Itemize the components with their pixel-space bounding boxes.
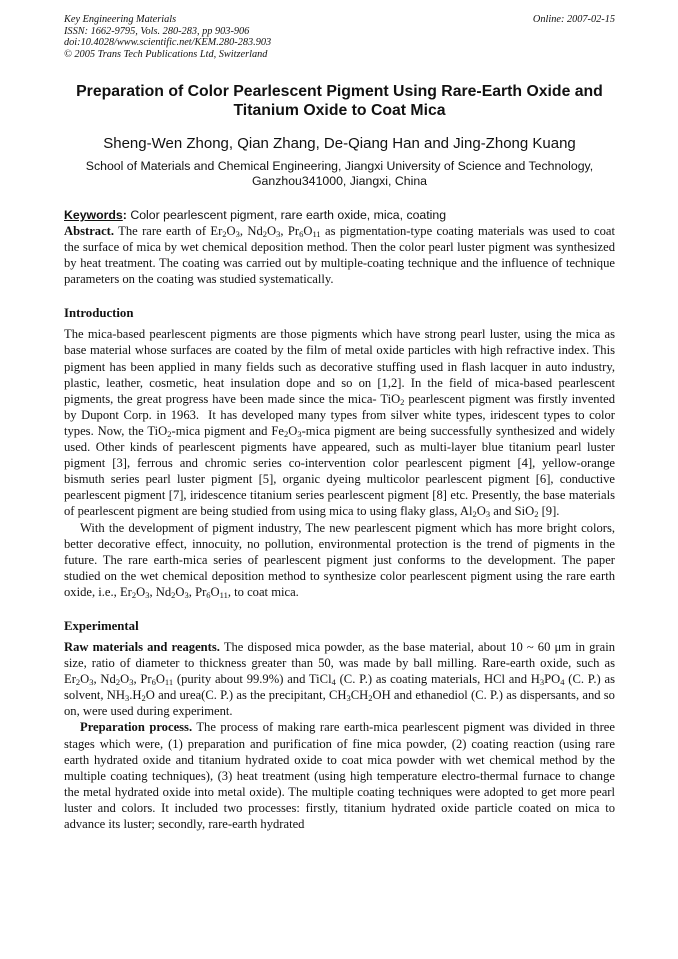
raw-materials-paragraph: Raw materials and reagents. The disposed mica powder, as the base material, about 10 ~ 60 μm in grain size, ratio of diameter to thickness greater than 50, was made by ball milling. Rare-earth oxide, such as $Er_2O_3$, $Nd_2O_3$, $Pr_6O_{11}$ (purity about 99.9%) and TiCl$_4$ (C. P.) as coating materials, HCl and $H_3PO_4$ (C. P.) as solvent, $NH_3.H_2O$ and urea(C. P.) as the precipitant, $CH_3CH_2OH$ and ethanediol (C. P.) as dispersants, and so on, were used during experiment. xyxy=(64,639,615,719)
journal-name: Key Engineering Materials xyxy=(64,14,177,25)
author-list: Sheng-Wen Zhong, Qian Zhang, De-Qiang Han and Jing-Zhong Kuang xyxy=(103,135,576,152)
affiliation-line-2: Ganzhou341000, Jiangxi, China xyxy=(251,174,427,188)
raw-materials-label: Raw materials and reagents. xyxy=(64,639,220,654)
preparation-paragraph: Preparation process. The process of making rare earth-mica pearlescent pigment was divided in three stages which were, (1) preparation and purification of fine mica powder, (2) coating reaction (using rare earth hydrated oxide and titanium hydrated oxide to coat mica powder with wet chemical method by the multiple coating techniques), (3) heat treatment (using high temperature electro-thermal furnace to change the metal hydrated oxide into metal oxide). The multiple coating techniques were adopted to get more pearl luster and colors. It included two processes: firstly, titanium hydrated oxide particle coated on mica to advance its luster; secondly, rare-earth hydrated xyxy=(64,720,615,831)
section-heading-introduction: Introduction xyxy=(64,306,134,321)
abstract-label: Abstract. xyxy=(64,224,115,238)
paper-page xyxy=(64,14,615,832)
copyright-line: © 2005 Trans Tech Publications Ltd, Switzerland xyxy=(64,48,268,60)
journal-header xyxy=(64,14,615,60)
preparation-label: Preparation process. xyxy=(80,720,193,735)
intro-paragraph-2: With the development of pigment industry, The new pearlescent pigment which has more bright colors, better decorative effect, innocuity, no pollution, environmental protection is the trend of pigments in the future. The rare earth-mica series of pearlescent pigment just conforms to the development. The paper studied on the wet chemical deposition method to synthesize color pearlescent pigment using the rare earth oxide, i.e., $Er_2O_3$, $Nd_2O_3$, $Pr_6O_{11}$, to coat mica. xyxy=(64,520,615,600)
paper-title: Preparation of Color Pearlescent Pigment Using Rare-Earth Oxide and Titanium Oxide to Coat Mica xyxy=(76,83,603,119)
keywords-label: Keywords xyxy=(64,208,123,222)
affiliation xyxy=(64,159,615,189)
issn-line: ISSN: 1662-9795, Vols. 280-283, pp 903-906 xyxy=(64,25,250,37)
keywords: Keywords: Color pearlescent pigment, rare earth oxide, mica, coating xyxy=(64,208,447,222)
abstract-paragraph: Abstract. The rare earth of $Er_2O_3$, $Nd_2O_3$, $Pr_6O_{11}$ as pigmentation-type coating materials was used to coat the surface of mica by wet chemical deposition method. Then the color pearl luster pigment was synthesized by heat treatment. The coating was carried out by multiple-coating technique and the influence of technique parameters on the coating was studied systematically. xyxy=(64,224,615,287)
intro-paragraph-1: The mica-based pearlescent pigments are those pigments which have strong pearl luster, using the mica as base material whose surfaces are coated by the film of metal oxide particles with high refractive index. This pigment has been applied in many fields such as decorative stuffing used in flash lacquer in auto industry, plastic, leather, cosmetic, heat insulation dope and so on [1,2]. In the field of mica-based pearlescent pigments, the great progress have been made since the mica- TiO$_2$ pearlescent pigment was firstly invented by Dupont Corp. in 1963. It has developed many types from silver white types, iridescent types to color types. Now, the TiO$_2$-mica pigment and $Fe_2O_3$-mica pigment are being successfully synthesized and widely used. Other kinds of pearlescent pigments have appeared, such as multi-layer blue titanium pearl luster pigment [3], ferrous and chromic series co-intervention color pearlescent pigment [4], yellow-orange bismuth series pearl luster pigment [5], organic dyeing multicolor pearlescent pigment [6], conductive pearlescent pigment [7], iridescence titanium series pearlescent pigment [8] etc. Presently, the base materials of pearlescent pigment are being studied from using mica to using flaky glass, $Al_2O_3$ and SiO$_2$ [9]. xyxy=(64,327,616,520)
online-date: Online: 2007-02-15 xyxy=(532,14,615,25)
affiliation-line-1: School of Materials and Chemical Engineering, Jiangxi University of Science and Technology, xyxy=(85,159,594,173)
doi-line: doi:10.4028/www.scientific.net/KEM.280-283.903 xyxy=(64,37,272,48)
keywords-text: Color pearlescent pigment, rare earth oxide, mica, coating xyxy=(130,208,447,222)
section-heading-experimental: Experimental xyxy=(64,618,139,633)
